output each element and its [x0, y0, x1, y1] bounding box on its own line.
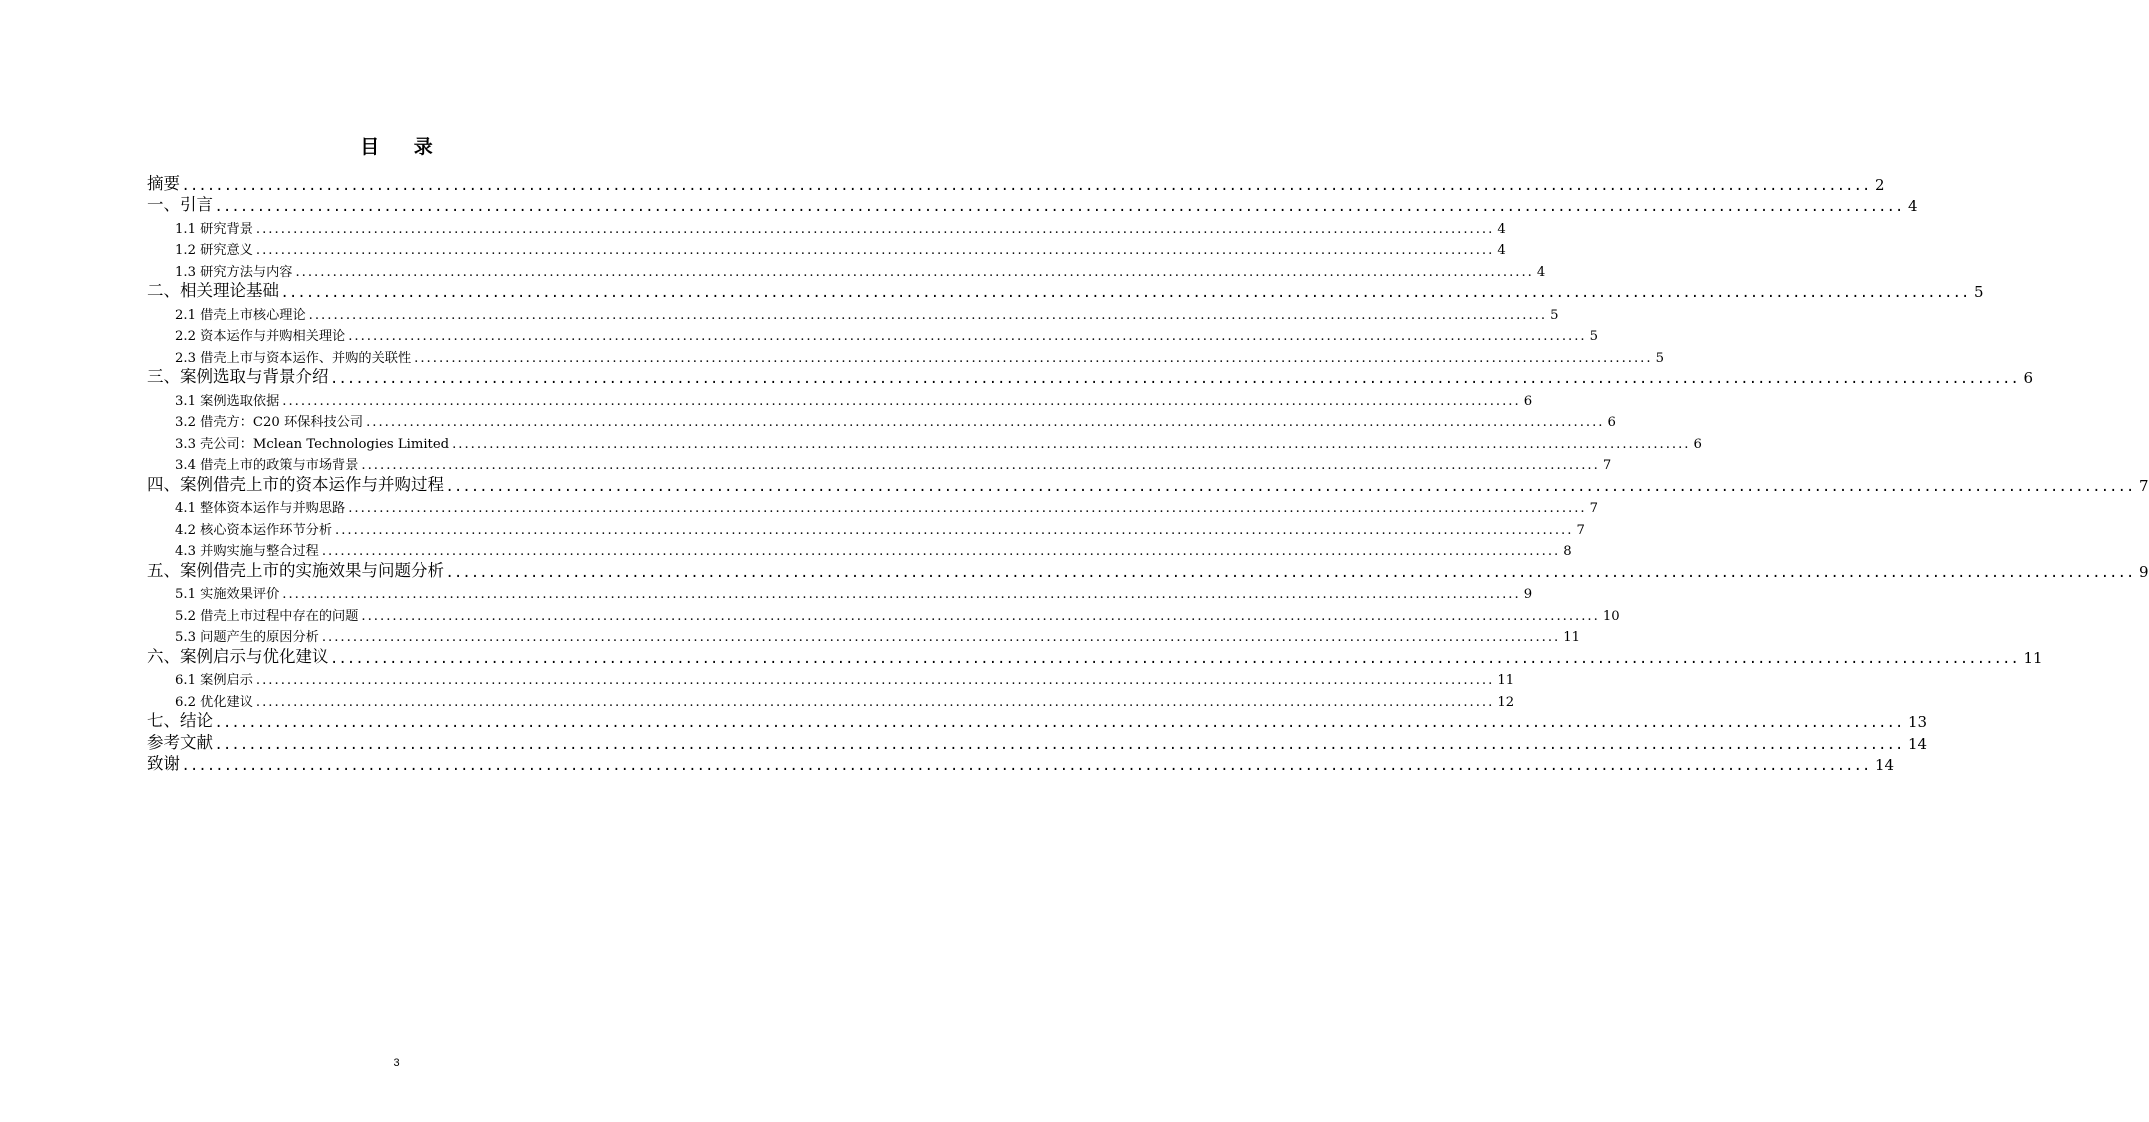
toc-entry-label: 5.3 问题产生的原因分析: [175, 630, 319, 645]
toc-entry-page: 4: [1497, 243, 1506, 258]
toc-entry-label: 五、案例借壳上市的实施效果与问题分析: [147, 560, 444, 580]
toc-dot-leader: ........................................................................................................................................................................................................: [321, 544, 1561, 559]
toc-entry-page: 9: [2138, 562, 2149, 581]
toc-entry[interactable]: [147, 409, 1616, 431]
toc-dot-leader: ........................................................................................................................................................................................................: [452, 436, 1691, 452]
toc-dot-leader: ........................................................................................................................................................................................................: [414, 350, 1653, 366]
toc-entry[interactable]: [147, 280, 1984, 302]
toc-entry[interactable]: [147, 473, 2149, 495]
toc-dot-leader: ........................................................................................................................................................................................................: [447, 561, 2136, 581]
toc-dot-leader: ........................................................................................................................................................................................................: [308, 307, 1548, 323]
toc-entry-label: 一、引言: [147, 195, 213, 214]
toc-entry-page: 4: [1907, 197, 1918, 215]
toc-dot-leader: ........................................................................................................................................................................................................: [255, 221, 1495, 237]
toc-entry[interactable]: [147, 172, 1885, 194]
toc-entry[interactable]: [147, 430, 1702, 452]
toc-dot-leader: ........................................................................................................................................................................................................: [183, 755, 1872, 774]
toc-entry-page: 7: [2138, 476, 2149, 495]
toc-dot-leader: ........................................................................................................................................................................................................: [348, 501, 1587, 516]
toc-entry-page: 7: [1602, 458, 1612, 473]
toc-dot-leader: ........................................................................................................................................................................................................: [282, 282, 1971, 301]
toc-entry-label: 3.1 案例选取依据: [175, 393, 280, 409]
toc-entry-page: 14: [1874, 756, 1895, 774]
toc-entry-page: 7: [1576, 522, 1585, 538]
toc-entry-page: 5: [1589, 329, 1599, 344]
toc-entry-label: 三、案例选取与背景介绍: [147, 367, 329, 386]
toc-dot-leader: ........................................................................................................................................................................................................: [255, 694, 1495, 710]
toc-entry-page: 11: [2023, 648, 2043, 667]
toc-entry[interactable]: [147, 602, 1620, 624]
toc-title: 目 录: [360, 136, 447, 158]
table-of-contents: [147, 172, 2149, 774]
toc-entry-label: 3.4 借壳上市的政策与市场背景: [175, 458, 359, 473]
toc-entry-label: 2.2 资本运作与并购相关理论: [175, 329, 346, 344]
toc-entry-page: 13: [1907, 713, 1928, 731]
toc-dot-leader: ........................................................................................................................................................................................................: [183, 174, 1872, 194]
toc-dot-leader: ........................................................................................................................................................................................................: [216, 733, 1905, 753]
toc-dot-leader: ........................................................................................................................................................................................................: [361, 608, 1600, 624]
toc-entry-label: 七、结论: [147, 711, 213, 730]
toc-dot-leader: ........................................................................................................................................................................................................: [447, 475, 2136, 495]
toc-entry[interactable]: [147, 237, 1506, 259]
toc-entry-page: 7: [1589, 501, 1599, 516]
toc-entry-label: 5.2 借壳上市过程中存在的问题: [175, 608, 359, 624]
toc-dot-leader: ........................................................................................................................................................................................................: [361, 458, 1600, 473]
toc-entry[interactable]: [147, 688, 1515, 710]
toc-entry[interactable]: [147, 731, 1928, 753]
toc-entry-label: 参考文献: [147, 732, 213, 752]
toc-dot-leader: ........................................................................................................................................................................................................: [216, 196, 1905, 215]
toc-entry[interactable]: [147, 301, 1559, 323]
toc-entry-label: 2.1 借壳上市核心理论: [175, 307, 306, 323]
toc-dot-leader: ........................................................................................................................................................................................................: [282, 587, 1521, 602]
toc-entry-page: 6: [2023, 369, 2034, 387]
toc-entry-page: 4: [1497, 221, 1506, 237]
toc-entry-label: 二、相关理论基础: [147, 281, 279, 300]
toc-entry-label: 致谢: [147, 754, 180, 773]
toc-entry-label: 六、案例启示与优化建议: [147, 646, 329, 666]
toc-entry-page: 11: [1497, 673, 1515, 688]
toc-entry-page: 11: [1563, 630, 1581, 645]
toc-entry[interactable]: [147, 387, 1533, 409]
toc-entry-page: 6: [1523, 393, 1533, 409]
toc-entry[interactable]: [147, 516, 1585, 538]
toc-entry-page: 12: [1497, 694, 1515, 710]
toc-dot-leader: ........................................................................................................................................................................................................: [255, 243, 1495, 258]
toc-dot-leader: ........................................................................................................................................................................................................: [282, 393, 1521, 409]
page-number: 3: [393, 1057, 400, 1069]
toc-entry[interactable]: [147, 495, 1599, 517]
toc-entry-page: 6: [1693, 436, 1702, 452]
toc-dot-leader: ........................................................................................................................................................................................................: [331, 647, 2021, 667]
toc-entry-page: 5: [1550, 307, 1559, 323]
toc-entry[interactable]: [147, 559, 2149, 581]
toc-entry[interactable]: [147, 667, 1515, 689]
toc-entry[interactable]: [147, 753, 1895, 775]
toc-entry-page: 4: [1536, 264, 1546, 280]
toc-entry-page: 8: [1563, 544, 1572, 559]
toc-entry-label: 2.3 借壳上市与资本运作、并购的关联性: [175, 350, 412, 366]
toc-dot-leader: ........................................................................................................................................................................................................: [216, 712, 1905, 731]
toc-entry[interactable]: [147, 366, 2034, 388]
toc-entry[interactable]: [147, 645, 2043, 667]
toc-entry-label: 4.1 整体资本运作与并购思路: [175, 501, 346, 516]
toc-entry-page: 5: [1973, 283, 1984, 301]
toc-entry-page: 9: [1523, 587, 1533, 602]
toc-entry-page: 14: [1907, 734, 1928, 753]
toc-entry-label: 3.2 借壳方：C20 环保科技公司: [175, 415, 364, 430]
toc-entry-label: 1.3 研究方法与内容: [175, 264, 293, 280]
toc-dot-leader: ........................................................................................................................................................................................................: [321, 630, 1561, 645]
toc-entry-label: 6.1 案例启示: [175, 673, 253, 688]
toc-entry[interactable]: [147, 710, 1928, 732]
toc-entry-label: 6.2 优化建议: [175, 694, 253, 710]
toc-entry-label: 1.2 研究意义: [175, 243, 253, 258]
toc-dot-leader: ........................................................................................................................................................................................................: [348, 329, 1587, 344]
toc-entry-label: 3.3 壳公司：Mclean Technologies Limited: [175, 436, 450, 452]
toc-entry-label: 1.1 研究背景: [175, 221, 253, 237]
toc-entry[interactable]: [147, 323, 1599, 345]
toc-dot-leader: ........................................................................................................................................................................................................: [295, 264, 1534, 280]
toc-entry-page: 5: [1655, 350, 1664, 366]
toc-entry[interactable]: [147, 194, 1918, 216]
toc-entry-label: 摘要: [147, 173, 180, 193]
toc-entry[interactable]: [147, 581, 1533, 603]
toc-entry-label: 四、案例借壳上市的资本运作与并购过程: [147, 474, 444, 494]
toc-entry-label: 4.2 核心资本运作环节分析: [175, 522, 333, 538]
toc-entry-page: 2: [1874, 175, 1885, 194]
toc-entry-page: 6: [1607, 415, 1616, 430]
toc-entry-label: 5.1 实施效果评价: [175, 587, 280, 602]
toc-dot-leader: ........................................................................................................................................................................................................: [366, 415, 1605, 430]
toc-entry-label: 4.3 并购实施与整合过程: [175, 544, 319, 559]
toc-dot-leader: ........................................................................................................................................................................................................: [335, 522, 1574, 538]
toc-dot-leader: ........................................................................................................................................................................................................: [255, 673, 1495, 688]
toc-entry[interactable]: [147, 215, 1506, 237]
toc-dot-leader: ........................................................................................................................................................................................................: [331, 368, 2021, 387]
toc-entry-page: 10: [1602, 608, 1620, 624]
